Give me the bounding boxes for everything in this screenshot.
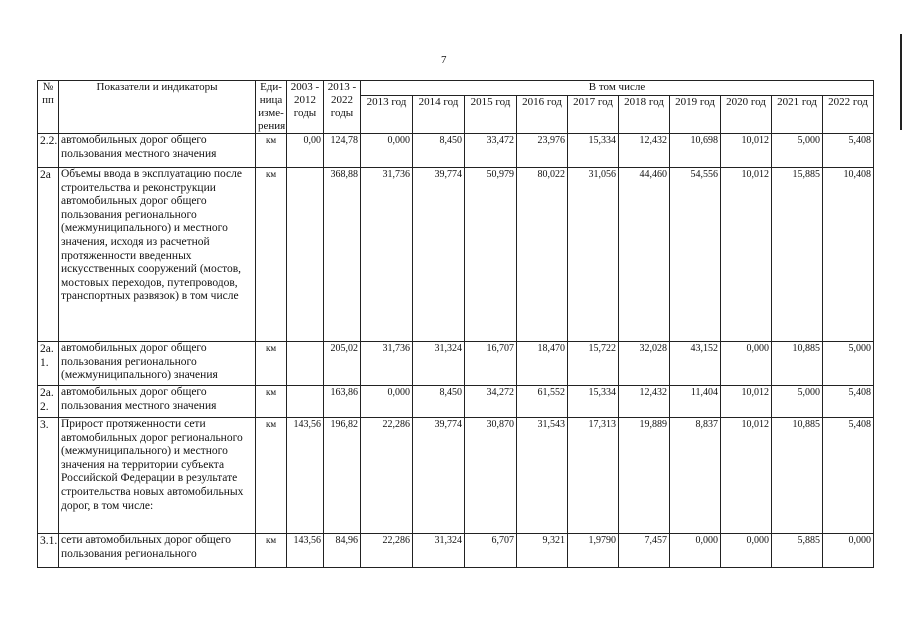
year-value: 1,9790 xyxy=(568,534,619,568)
year-value: 22,286 xyxy=(361,418,413,534)
year-value: 10,408 xyxy=(823,168,874,342)
year-value: 16,707 xyxy=(465,342,517,386)
period-2003-2012-value xyxy=(287,386,324,418)
unit-cell: км xyxy=(256,386,287,418)
period-2013-2022-value: 196,82 xyxy=(324,418,361,534)
year-value: 0,000 xyxy=(823,534,874,568)
unit-cell: км xyxy=(256,134,287,168)
header-year: 2013 год xyxy=(361,96,413,134)
year-value: 30,870 xyxy=(465,418,517,534)
page-number: 7 xyxy=(441,54,447,66)
header-year: 2021 год xyxy=(772,96,823,134)
year-value: 15,885 xyxy=(772,168,823,342)
year-value: 54,556 xyxy=(670,168,721,342)
header-year: 2018 год xyxy=(619,96,670,134)
row-number: 2а xyxy=(38,168,59,342)
year-value: 31,543 xyxy=(517,418,568,534)
header-year: 2022 год xyxy=(823,96,874,134)
row-number: 2.2. xyxy=(38,134,59,168)
table-row xyxy=(38,418,874,534)
year-value: 33,472 xyxy=(465,134,517,168)
year-value: 31,736 xyxy=(361,342,413,386)
year-value: 22,286 xyxy=(361,534,413,568)
header-year: 2019 год xyxy=(670,96,721,134)
year-value: 5,000 xyxy=(823,342,874,386)
year-value: 23,976 xyxy=(517,134,568,168)
year-value: 0,000 xyxy=(361,386,413,418)
year-value: 5,000 xyxy=(772,134,823,168)
year-value: 39,774 xyxy=(413,418,465,534)
table-row xyxy=(38,386,874,418)
unit-cell: км xyxy=(256,418,287,534)
year-value: 39,774 xyxy=(413,168,465,342)
header-year: 2015 год xyxy=(465,96,517,134)
header-unit: Еди-ница изме-рения xyxy=(256,81,287,134)
year-value: 44,460 xyxy=(619,168,670,342)
year-value: 5,885 xyxy=(772,534,823,568)
year-value: 15,722 xyxy=(568,342,619,386)
year-value: 10,012 xyxy=(721,386,772,418)
header-period-2013-2022: 2013 - 2022 годы xyxy=(324,81,361,134)
year-value: 10,885 xyxy=(772,342,823,386)
header-num: № пп xyxy=(38,81,59,134)
row-number: 3. xyxy=(38,418,59,534)
table-row xyxy=(38,134,874,168)
year-value: 80,022 xyxy=(517,168,568,342)
indicator-name: автомобильных дорог общего пользования местного значения xyxy=(59,386,256,418)
period-2003-2012-value xyxy=(287,168,324,342)
year-value: 32,028 xyxy=(619,342,670,386)
row-number: 2а. 2. xyxy=(38,386,59,418)
year-value: 5,408 xyxy=(823,134,874,168)
header-indicator: Показатели и индикаторы xyxy=(59,81,256,134)
period-2013-2022-value: 84,96 xyxy=(324,534,361,568)
header-year: 2016 год xyxy=(517,96,568,134)
year-value: 10,698 xyxy=(670,134,721,168)
year-value: 15,334 xyxy=(568,386,619,418)
year-value: 17,313 xyxy=(568,418,619,534)
period-2013-2022-value: 124,78 xyxy=(324,134,361,168)
year-value: 8,837 xyxy=(670,418,721,534)
indicator-name: автомобильных дорог общего пользования местного значения xyxy=(59,134,256,168)
header-year: 2014 год xyxy=(413,96,465,134)
year-value: 12,432 xyxy=(619,386,670,418)
unit-cell: км xyxy=(256,534,287,568)
period-2003-2012-value: 143,56 xyxy=(287,534,324,568)
year-value: 5,408 xyxy=(823,386,874,418)
year-value: 50,979 xyxy=(465,168,517,342)
indicators-table xyxy=(37,80,874,568)
table-row xyxy=(38,168,874,342)
year-value: 7,457 xyxy=(619,534,670,568)
year-value: 11,404 xyxy=(670,386,721,418)
year-value: 15,334 xyxy=(568,134,619,168)
indicator-name: автомобильных дорог общего пользования регионального (межмуниципального) значения xyxy=(59,342,256,386)
year-value: 12,432 xyxy=(619,134,670,168)
year-value: 31,324 xyxy=(413,534,465,568)
year-value: 10,885 xyxy=(772,418,823,534)
year-value: 10,012 xyxy=(721,168,772,342)
header-year: 2020 год xyxy=(721,96,772,134)
period-2003-2012-value: 143,56 xyxy=(287,418,324,534)
indicator-name: Объемы ввода в эксплуатацию после строительства и реконструкции автомобильных дорог общего пользования регионального (межмуниципального) и местного значения, исходя из расчетной протяженности введенных искусственных сооружений (мостов, мостовых переходов, путепроводов, транспортных развязок) в том числе xyxy=(59,168,256,342)
scan-edge-mark xyxy=(900,34,902,130)
table-row xyxy=(38,534,874,568)
period-2013-2022-value: 163,86 xyxy=(324,386,361,418)
year-value: 10,012 xyxy=(721,418,772,534)
row-number: 2а. 1. xyxy=(38,342,59,386)
header-including: В том числе xyxy=(361,81,874,96)
year-value: 19,889 xyxy=(619,418,670,534)
year-value: 0,000 xyxy=(361,134,413,168)
indicator-name: сети автомобильных дорог общего пользования регионального xyxy=(59,534,256,568)
table-row xyxy=(38,342,874,386)
year-value: 61,552 xyxy=(517,386,568,418)
header-period-2003-2012: 2003 - 2012 годы xyxy=(287,81,324,134)
row-number: 3.1. xyxy=(38,534,59,568)
period-2003-2012-value xyxy=(287,342,324,386)
header-year: 2017 год xyxy=(568,96,619,134)
year-value: 43,152 xyxy=(670,342,721,386)
period-2013-2022-value: 205,02 xyxy=(324,342,361,386)
year-value: 8,450 xyxy=(413,134,465,168)
year-value: 8,450 xyxy=(413,386,465,418)
year-value: 5,408 xyxy=(823,418,874,534)
period-2003-2012-value: 0,00 xyxy=(287,134,324,168)
year-value: 6,707 xyxy=(465,534,517,568)
unit-cell: км xyxy=(256,342,287,386)
year-value: 0,000 xyxy=(670,534,721,568)
year-value: 31,056 xyxy=(568,168,619,342)
year-value: 31,736 xyxy=(361,168,413,342)
year-value: 0,000 xyxy=(721,342,772,386)
period-2013-2022-value: 368,88 xyxy=(324,168,361,342)
year-value: 34,272 xyxy=(465,386,517,418)
year-value: 31,324 xyxy=(413,342,465,386)
indicator-name: Прирост протяженности сети автомобильных дорог регионального (межмуниципального) и местного значения на территории субъекта Российской Федерации в результате строительства новых автомобильных дорог, в том числе: xyxy=(59,418,256,534)
year-value: 9,321 xyxy=(517,534,568,568)
year-value: 0,000 xyxy=(721,534,772,568)
unit-cell: км xyxy=(256,168,287,342)
year-value: 5,000 xyxy=(772,386,823,418)
year-value: 18,470 xyxy=(517,342,568,386)
year-value: 10,012 xyxy=(721,134,772,168)
